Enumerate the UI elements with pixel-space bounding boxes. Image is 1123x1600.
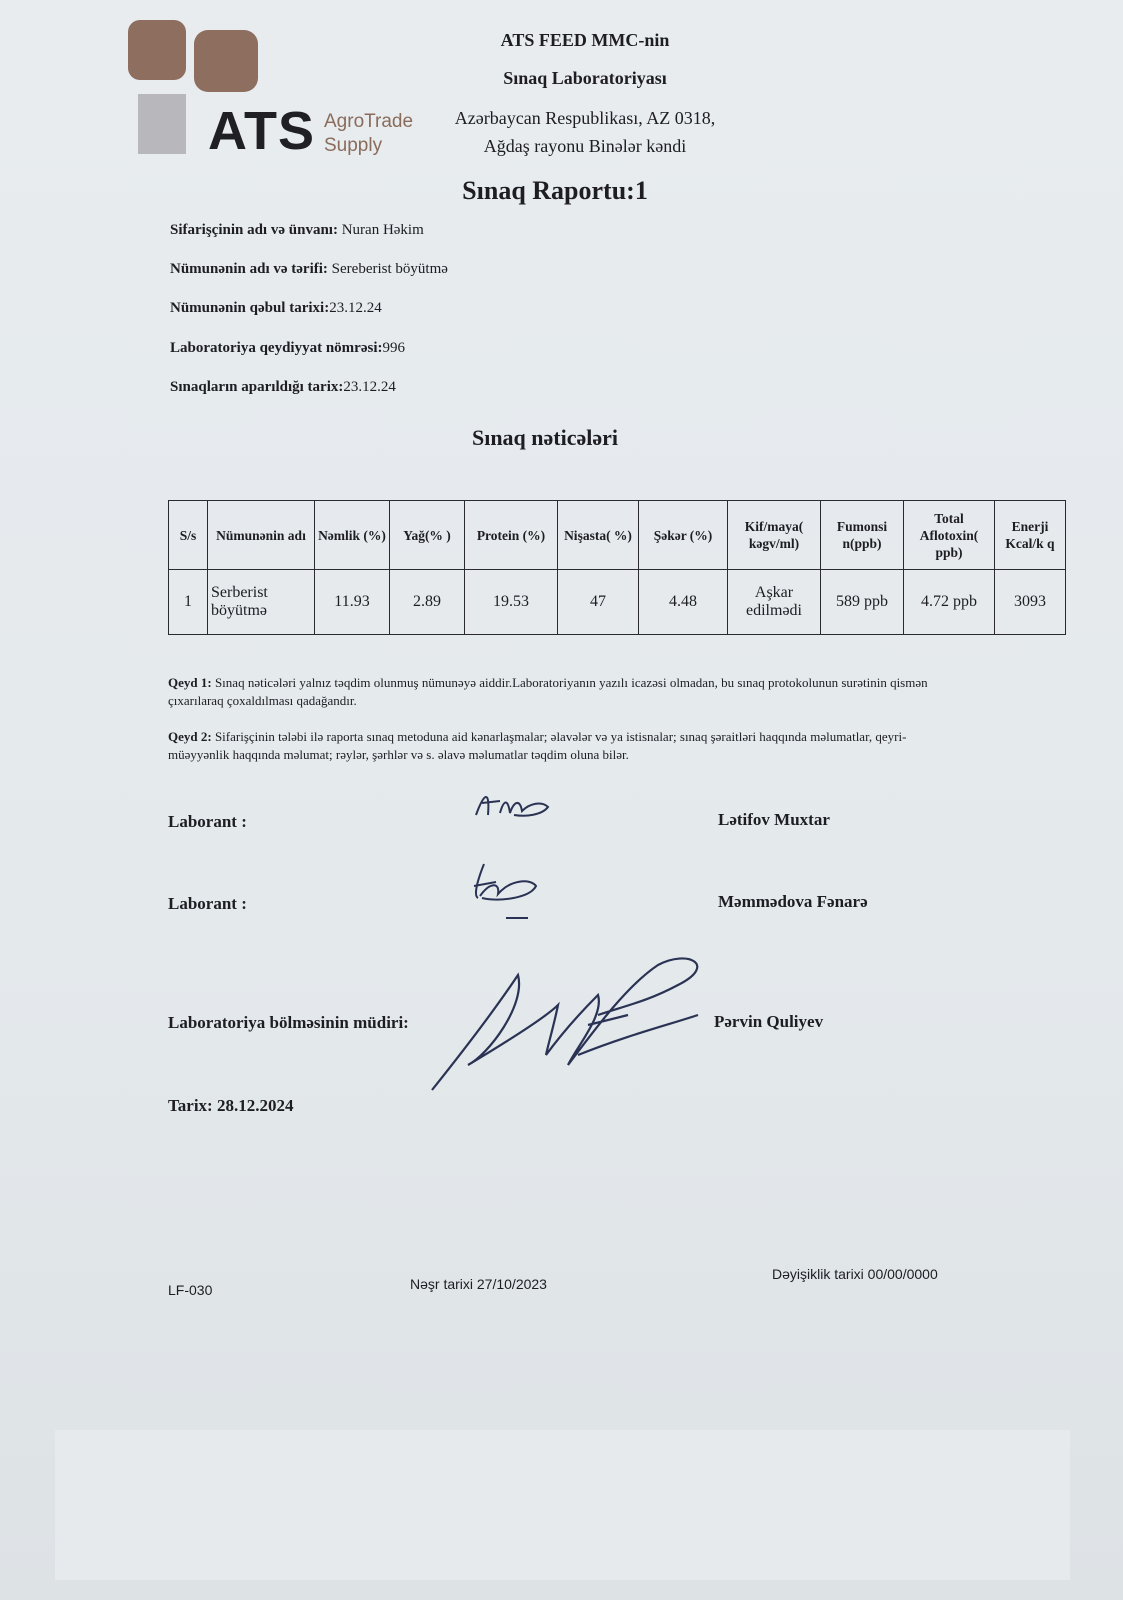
address-line2: Ağdaş rayonu Binələr kəndi: [483, 136, 687, 156]
signature-role-3: Laboratoriya bölməsinin müdiri:: [168, 1013, 409, 1032]
results-title: Sınaq nəticələri: [471, 425, 619, 450]
results-table: [168, 500, 1066, 635]
page-bottom-area: [55, 1430, 1070, 1580]
col-header: Fumonsi n(ppb): [821, 501, 904, 570]
signature-name-1: Lətifov Muxtar: [718, 810, 830, 829]
col-header: Protein (%): [465, 501, 558, 570]
signature-name-3: Pərvin Quliyev: [714, 1012, 824, 1031]
field-reg-number: Laboratoriya qeydiyyat nömrəsi:996: [170, 340, 405, 356]
field-test-date: Sınaqların aparıldığı tarix:23.12.24: [170, 379, 396, 395]
cell: 589 ppb: [821, 570, 904, 635]
col-header: Nəmlik (%): [315, 501, 390, 570]
cell: 11.93: [315, 570, 390, 635]
lab-name: Sınaq Laboratoriyası: [503, 68, 667, 88]
field-receive-date: Nümunənin qəbul tarixi:23.12.24: [170, 300, 382, 316]
cell: 19.53: [465, 570, 558, 635]
report-title: Sınaq Raportu:1: [462, 176, 648, 205]
table-row: [169, 570, 1066, 635]
note-2: Qeyd 2: Sifarişçinin tələbi ilə raporta sınaq metoduna aid kənarlaşmalar; əlavələr və ya istisnalar; sınaq şəraitləri haqqında məlumatlar, qeyri-müəyyənlik haqqında məlumat; rəylər, şərhlər və s. əlavə məlumatlar təqdim oluna bilər.: [168, 729, 907, 762]
logo-agro-line1: AgroTrade: [324, 111, 414, 132]
field-sample: Nümunənin adı və tərifi: Sereberist böyütmə: [170, 261, 448, 277]
logo-brand: ATS: [208, 101, 315, 161]
signature-role-1: Laborant :: [168, 812, 247, 831]
cell: Serberist böyütmə: [208, 570, 315, 635]
signature-role-2: Laborant :: [168, 894, 247, 913]
cell: 3093: [995, 570, 1066, 635]
col-header: Yağ(% ): [390, 501, 465, 570]
col-header: Total Aflotoxin( ppb): [904, 501, 995, 570]
address-line1: Azərbaycan Respublikası, AZ 0318,: [454, 108, 716, 128]
org-name: ATS FEED MMC-nin: [500, 30, 670, 50]
cell: 2.89: [390, 570, 465, 635]
changed-date: Dəyişiklik tarixi 00/00/0000: [772, 1266, 938, 1282]
cell: 47: [558, 570, 639, 635]
cell: 4.72 ppb: [904, 570, 995, 635]
signature-name-2: Məmmədova Fənarə: [718, 892, 868, 911]
published-date: Nəşr tarixi 27/10/2023: [410, 1276, 547, 1292]
signature-1-icon: [470, 785, 560, 825]
report-date: Tarix: 28.12.2024: [168, 1096, 294, 1115]
field-customer: Sifarişçinin adı və ünvanı: Nuran Həkim: [170, 222, 424, 238]
col-header: Enerji Kcal/k q: [995, 501, 1066, 570]
table-header-row: [169, 501, 1066, 570]
signature-2-icon: [470, 860, 560, 922]
cell: 4.48: [639, 570, 728, 635]
cell: Aşkar edilmədi: [728, 570, 821, 635]
form-code: LF-030: [168, 1282, 213, 1298]
signature-3-icon: [428, 945, 708, 1095]
cell: 1: [169, 570, 208, 635]
ats-logo: [128, 20, 428, 170]
logo-subtitle: [324, 110, 413, 158]
note-1: Qeyd 1: Sınaq nəticələri yalnız təqdim olunmuş nümunəyə aiddir.Laboratoriyanın yazılı icazəsi olmadan, bu sınaq protokolunun surətinin qismən çıxarılaraq çoxaldılması qadağandır.: [168, 675, 928, 708]
col-header: Nişasta( %): [558, 501, 639, 570]
col-header: Nümunənin adı: [208, 501, 315, 570]
col-header: S/s: [169, 501, 208, 570]
col-header: Kif/maya( kəgv/ml): [728, 501, 821, 570]
logo-agro-line2: Supply: [324, 135, 383, 156]
col-header: Şəkər (%): [639, 501, 728, 570]
